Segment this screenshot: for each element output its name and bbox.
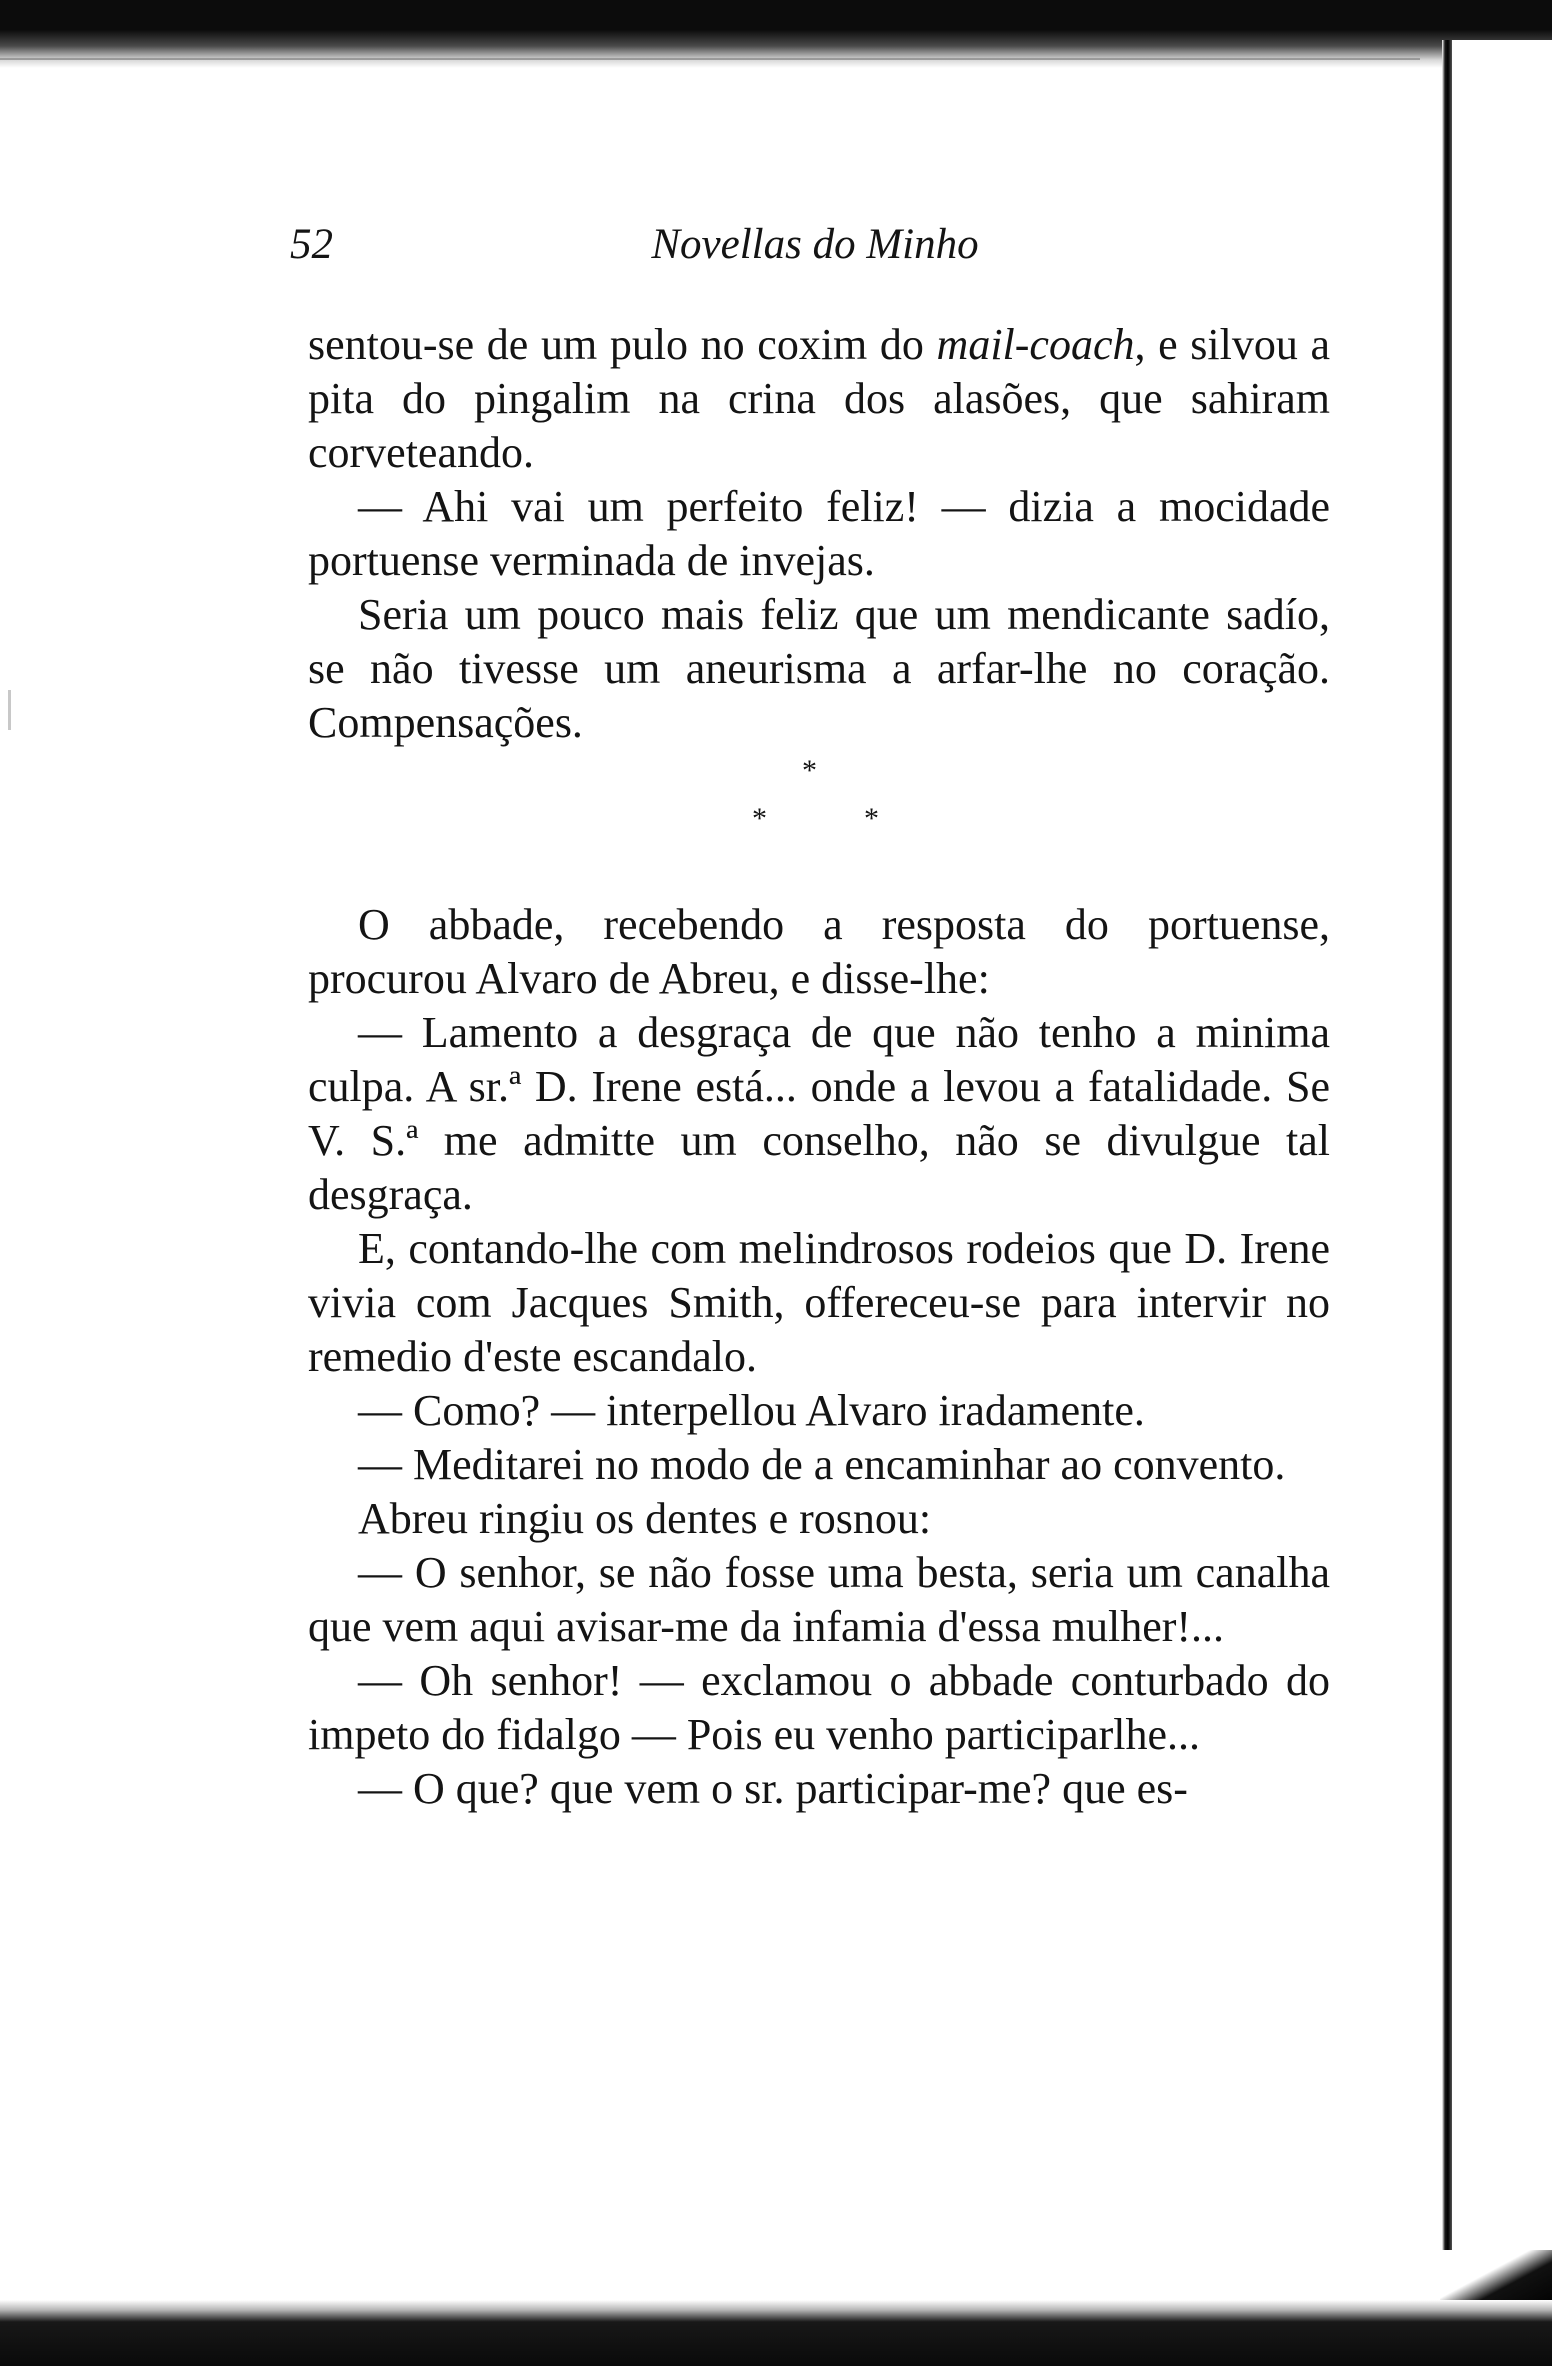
paragraph-8: — Meditarei no modo de a encaminhar ao convento. — [358, 1440, 1286, 1489]
scan-left-speck — [8, 690, 11, 730]
asterisk-left: * — [752, 802, 767, 835]
paragraph-7: — Como? — interpellou Alvaro iradamente. — [358, 1386, 1145, 1435]
paragraph-1 — [308, 318, 1330, 480]
paragraph-5: — Lamento a desgraça de que não tenho a minima culpa. A sr.ª D. Irene está... onde a levou a fatalidade. Se V. S.ª me admitte um conselho, não se divulgue tal desgraça. — [308, 1008, 1330, 1219]
paragraph-3: Seria um pouco mais feliz que um mendicante sadío, se não tivesse um aneurisma a arfar-lhe no coração. Compensações. — [308, 590, 1330, 747]
page-number: 52 — [290, 221, 333, 268]
asterisk-top: * — [802, 754, 817, 787]
body-text — [308, 318, 1330, 1816]
scan-right-margin — [1452, 40, 1552, 2366]
paragraph-1-start: sentou-se de um pulo no coxim do — [308, 320, 937, 369]
italic-term: mail-coach — [936, 320, 1135, 369]
scan-right-edge — [1442, 40, 1452, 2300]
paragraph-10: — O senhor, se não fosse uma besta, seria um canalha que vem aqui avisar-me da infamia d'essa mulher!... — [308, 1548, 1330, 1651]
paragraph-4: O abbade, recebendo a resposta do portuense, procurou Alvaro de Abreu, e disse-lhe: — [308, 900, 1330, 1003]
scan-bottom-border — [0, 2300, 1552, 2366]
running-head — [290, 215, 1340, 275]
paragraph-11: — Oh senhor! — exclamou o abbade conturbado do impeto do fidalgo — Pois eu venho participarlhe... — [308, 1656, 1330, 1759]
paragraph-9: Abreu ringiu os dentes e rosnou: — [358, 1494, 932, 1543]
paragraph-12: — O que? que vem o sr. participar-me? que es- — [358, 1764, 1188, 1813]
page-title: Novellas do Minho — [651, 221, 979, 268]
paragraph-6: E, contando-lhe com melindrosos rodeios que D. Irene vivia com Jacques Smith, offereceu-se para intervir no remedio d'este escandalo. — [308, 1224, 1330, 1381]
section-break-asterism — [308, 756, 1330, 884]
paragraph-1-end: , e silvou a pita do pingalim na crina dos alasões, que sahiram corveteando. — [308, 320, 1330, 477]
asterisk-right: * — [864, 802, 879, 835]
paragraph-2: — Ahi vai um perfeito feliz! — dizia a mocidade portuense verminada de invejas. — [308, 482, 1330, 585]
scan-top-rule — [0, 58, 1420, 60]
